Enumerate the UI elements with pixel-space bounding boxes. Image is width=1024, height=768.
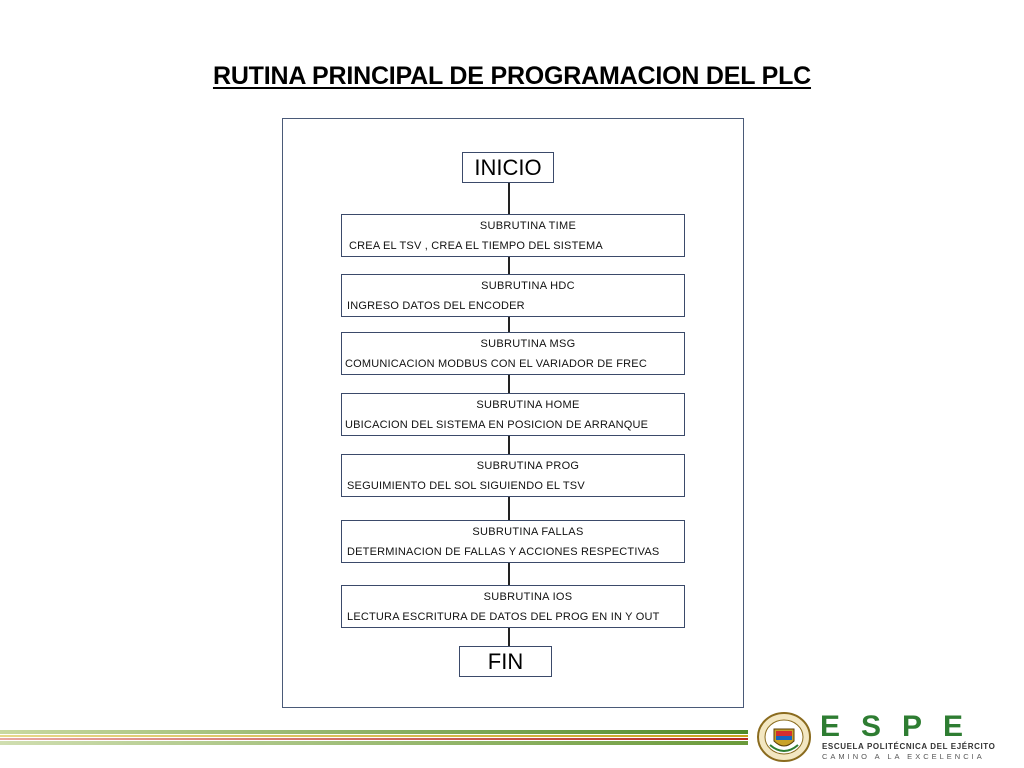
- subroutine-name: SUBRUTINA PROG: [476, 460, 580, 472]
- logo-letters: ESPE: [820, 710, 985, 743]
- start-node: INICIO: [462, 152, 554, 183]
- end-node: FIN: [459, 646, 552, 677]
- connector-end: [508, 628, 510, 646]
- connector-5: [508, 497, 510, 520]
- subroutine-description: UBICACION DEL SISTEMA EN POSICION DE ARRANQUE: [345, 419, 649, 431]
- subroutine-description: CREA EL TSV , CREA EL TIEMPO DEL SISTEMA: [349, 240, 603, 252]
- subroutine-ios: [341, 585, 685, 628]
- subroutine-home: [341, 393, 685, 436]
- subroutine-msg: [341, 332, 685, 375]
- subroutine-fallas: [341, 520, 685, 563]
- footer-stripes: [0, 730, 748, 745]
- subroutine-description: DETERMINACION DE FALLAS Y ACCIONES RESPECTIVAS: [347, 546, 660, 558]
- connector-6: [508, 563, 510, 585]
- logo-institution-name: ESCUELA POLITÉCNICA DEL EJÉRCITO: [822, 742, 996, 751]
- subroutine-description: LECTURA ESCRITURA DE DATOS DEL PROG EN IN Y OUT: [347, 611, 660, 623]
- subroutine-description: INGRESO DATOS DEL ENCODER: [347, 300, 525, 312]
- subroutine-description: COMUNICACION MODBUS CON EL VARIADOR DE FREC: [345, 358, 647, 370]
- espe-logo: [756, 711, 1018, 763]
- subroutine-name: SUBRUTINA HDC: [481, 280, 575, 292]
- connector-2: [508, 317, 510, 332]
- connector-1: [508, 257, 510, 274]
- connector-3: [508, 375, 510, 393]
- subroutine-hdc: [341, 274, 685, 317]
- subroutine-name: SUBRUTINA FALLAS: [472, 526, 584, 538]
- subroutine-description: SEGUIMIENTO DEL SOL SIGUIENDO EL TSV: [347, 480, 585, 492]
- seal-icon: [756, 711, 812, 763]
- subroutine-prog: [341, 454, 685, 497]
- page-title: RUTINA PRINCIPAL DE PROGRAMACION DEL PLC: [212, 62, 812, 90]
- connector-4: [508, 436, 510, 454]
- logo-motto: CAMINO A LA EXCELENCIA: [822, 752, 985, 761]
- connector-start: [508, 183, 510, 214]
- subroutine-name: SUBRUTINA MSG: [480, 338, 576, 350]
- subroutine-name: SUBRUTINA TIME: [479, 220, 577, 232]
- subroutine-name: SUBRUTINA HOME: [476, 399, 580, 411]
- subroutine-time: [341, 214, 685, 257]
- subroutine-name: SUBRUTINA IOS: [483, 591, 573, 603]
